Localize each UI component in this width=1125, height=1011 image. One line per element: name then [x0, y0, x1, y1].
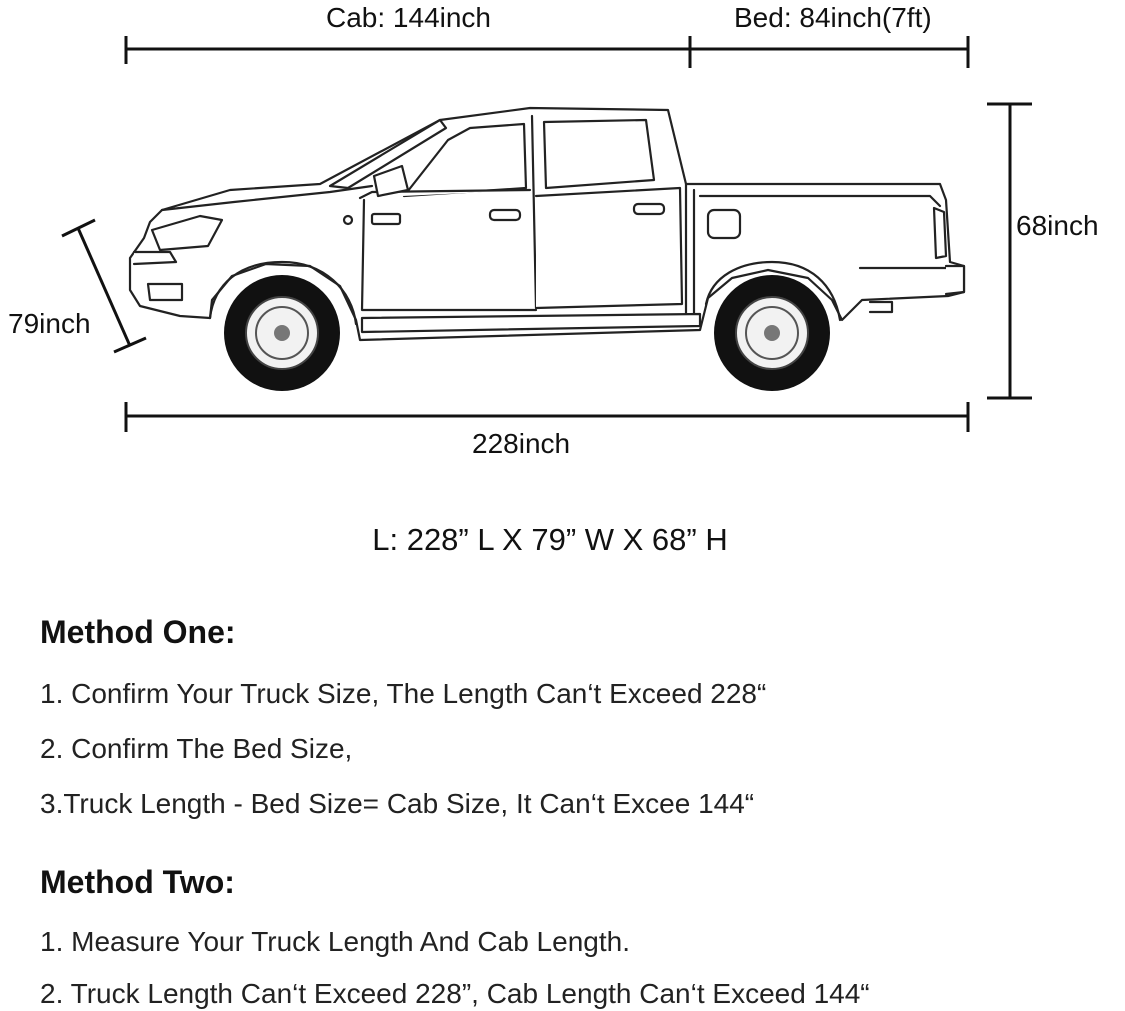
cab-bed-dimension-line: [126, 36, 968, 68]
rear-window: [544, 120, 654, 188]
truck-dimension-diagram: [0, 0, 1125, 470]
method-one-step-3: 3.Truck Length - Bed Size= Cab Size, It Can‘t Excee 144“: [40, 788, 755, 819]
grille: [134, 252, 176, 264]
bed-length-label: Bed: 84inch(7ft): [734, 2, 932, 33]
height-label: 68inch: [1016, 210, 1099, 241]
width-label: 79inch: [8, 308, 91, 339]
dimension-summary: L: 228” L X 79” W X 68” H: [372, 522, 728, 557]
method-two-step-1: 1. Measure Your Truck Length And Cab Length.: [40, 926, 630, 957]
method-one-step-2: 2. Confirm The Bed Size,: [40, 733, 353, 764]
rear-wheel: [714, 275, 830, 391]
method-one-step-1: 1. Confirm Your Truck Size, The Length Can‘t Exceed 228“: [40, 678, 767, 709]
fuel-cap: [708, 210, 740, 238]
method-two-title: Method Two:: [40, 864, 235, 900]
length-label: 228inch: [472, 428, 571, 459]
method-two-step-2: 2. Truck Length Can‘t Exceed 228”, Cab Length Can‘t Exceed 144“: [40, 978, 870, 1009]
front-wheel: [224, 275, 340, 391]
cab-length-label: Cab: 144inch: [326, 2, 492, 33]
method-one-title: Method One:: [40, 614, 236, 650]
height-dimension-line: [987, 104, 1032, 398]
